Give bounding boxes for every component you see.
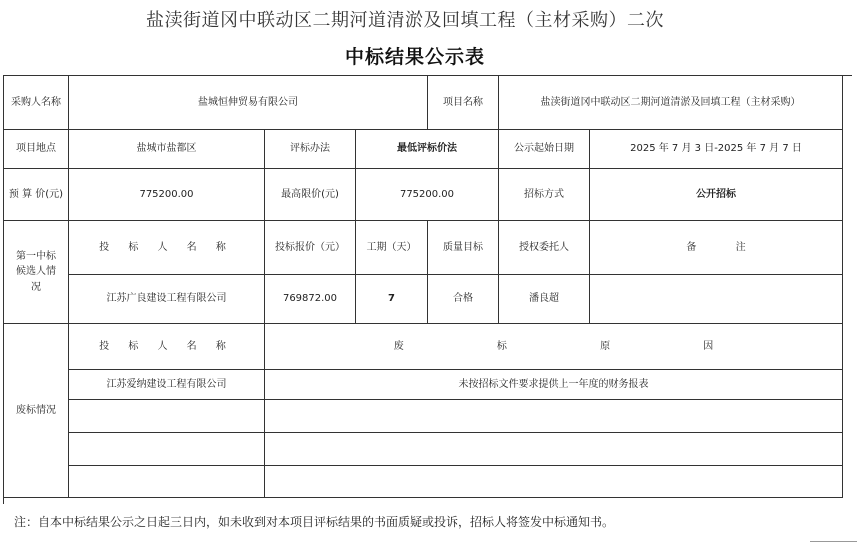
candidate-bidder: 江苏广良建设工程有限公司: [69, 275, 265, 324]
bid-method-label: 招标方式: [499, 169, 590, 221]
candidate-remark: [590, 275, 843, 324]
location-value: 盐城市盐都区: [69, 130, 265, 169]
purchaser-label: 采购人名称: [4, 76, 69, 130]
rejected-bidder-header: 投 标 人 名 称: [69, 324, 265, 370]
rejected-reason-empty: [265, 433, 843, 466]
rejected-bidder-empty: [69, 400, 265, 433]
rejected-reason-empty: [265, 400, 843, 433]
rejected-reason-header: 废 标 原 因: [265, 324, 843, 370]
page-edge-divider: [810, 541, 857, 542]
document-subtitle: 中标结果公示表: [344, 46, 485, 68]
rejected-reason-empty: [265, 466, 843, 498]
document-title: 盐渎街道冈中联动区二期河道清淤及回填工程（主材采购）二次: [146, 10, 664, 31]
footnote: 注：自本中标结果公示之日起三日内，如未收到对本项目评标结果的书面质疑或投诉，招标人将签发中标通知书。: [14, 515, 615, 529]
project-name-label: 项目名称: [428, 76, 499, 130]
max-price-label: 最高限价(元): [265, 169, 356, 221]
candidate-period-header: 工期（天）: [356, 221, 428, 275]
candidate-agent: 潘良超: [499, 275, 590, 324]
rejected-bidder-empty: [69, 433, 265, 466]
candidate-price: 769872.00: [265, 275, 356, 324]
bid-method-value: 公开招标: [590, 169, 843, 221]
rejected-bidder-empty: [69, 466, 265, 498]
publish-date-value: 2025 年 7 月 3 日-2025 年 7 月 7 日: [590, 130, 843, 169]
project-name-value: 盐渎街道冈中联动区二期河道清淤及回填工程（主材采购）: [499, 76, 843, 130]
candidate-price-header: 投标报价（元）: [265, 221, 356, 275]
budget-label: 预 算 价(元): [4, 169, 69, 221]
evaluation-method-value: 最低评标价法: [356, 130, 499, 169]
candidate-quality: 合格: [428, 275, 499, 324]
candidate-remark-header: 备 注: [590, 221, 843, 275]
budget-value: 775200.00: [69, 169, 265, 221]
publish-date-label: 公示起始日期: [499, 130, 590, 169]
candidate-agent-header: 授权委托人: [499, 221, 590, 275]
rejected-bidder: 江苏爱纳建设工程有限公司: [69, 370, 265, 400]
evaluation-method-label: 评标办法: [265, 130, 356, 169]
purchaser-value: 盐城恒伸贸易有限公司: [69, 76, 428, 130]
candidate-section-label: 第一中标候选人情况: [4, 221, 69, 324]
rejected-section-label: 废标情况: [4, 324, 69, 498]
candidate-quality-header: 质量目标: [428, 221, 499, 275]
rejected-reason: 未按招标文件要求提供上一年度的财务报表: [265, 370, 843, 400]
max-price-value: 775200.00: [356, 169, 499, 221]
location-label: 项目地点: [4, 130, 69, 169]
candidate-period: 7: [356, 275, 428, 324]
candidate-bidder-header: 投 标 人 名 称: [69, 221, 265, 275]
result-table: [3, 75, 852, 504]
